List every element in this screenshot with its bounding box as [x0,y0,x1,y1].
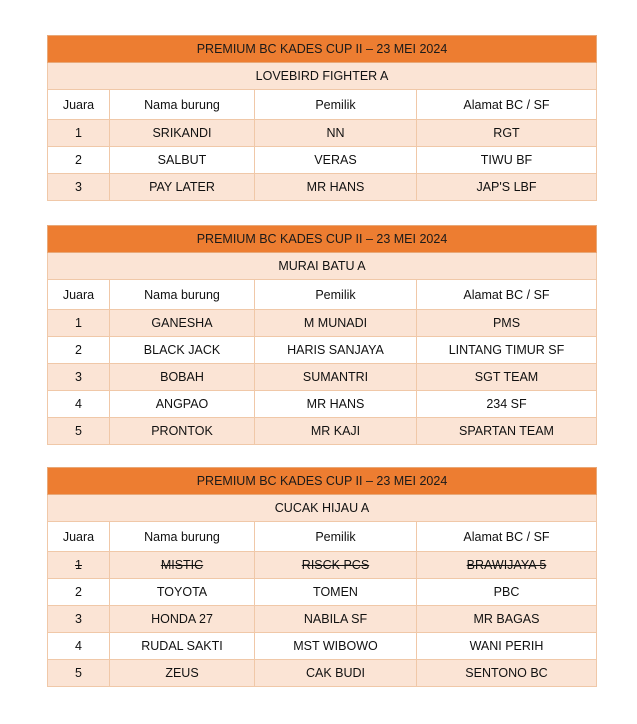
bird-name-cell: PRONTOK [110,418,255,445]
bird-name-cell: SALBUT [110,147,255,174]
rank-cell: 2 [48,579,110,606]
table-row [48,364,597,391]
table-title: PREMIUM BC KADES CUP II – 23 MEI 2024 [48,36,597,63]
rank-cell: 4 [48,633,110,660]
bird-name-cell: BOBAH [110,364,255,391]
address-cell: JAP'S LBF [417,174,597,201]
bird-name-cell: GANESHA [110,310,255,337]
bird-name-cell: BLACK JACK [110,337,255,364]
rank-cell: 3 [48,606,110,633]
col-header-nama-burung: Nama burung [110,90,255,120]
address-cell: RGT [417,120,597,147]
rank-cell: 3 [48,364,110,391]
table-header-row [48,90,597,120]
rank-cell: 1 [48,120,110,147]
address-cell: TIWU BF [417,147,597,174]
col-header-alamat: Alamat BC / SF [417,522,597,552]
table-title: PREMIUM BC KADES CUP II – 23 MEI 2024 [48,468,597,495]
category-label: CUCAK HIJAU A [48,495,597,522]
owner-cell: MST WIBOWO [255,633,417,660]
owner-cell: MR HANS [255,391,417,418]
col-header-juara: Juara [48,522,110,552]
owner-cell: SUMANTRI [255,364,417,391]
address-cell: 234 SF [417,391,597,418]
address-cell: SPARTAN TEAM [417,418,597,445]
address-cell: BRAWIJAYA 5 [417,552,597,579]
bird-name-cell: MISTIC [110,552,255,579]
results-table-lovebird [47,35,597,201]
bird-name-cell: ANGPAO [110,391,255,418]
owner-cell: MR HANS [255,174,417,201]
table-row [48,606,597,633]
col-header-pemilik: Pemilik [255,280,417,310]
table-header-row [48,522,597,552]
bird-name-cell: SRIKANDI [110,120,255,147]
bird-name-cell: TOYOTA [110,579,255,606]
address-cell: SENTONO BC [417,660,597,687]
rank-cell: 1 [48,552,110,579]
table-row [48,120,597,147]
col-header-alamat: Alamat BC / SF [417,90,597,120]
owner-cell: MR KAJI [255,418,417,445]
owner-cell: CAK BUDI [255,660,417,687]
bird-name-cell: PAY LATER [110,174,255,201]
table-row [48,418,597,445]
bird-name-cell: HONDA 27 [110,606,255,633]
address-cell: PBC [417,579,597,606]
rank-cell: 5 [48,660,110,687]
table-row [48,660,597,687]
table-row [48,391,597,418]
col-header-nama-burung: Nama burung [110,522,255,552]
rank-cell: 5 [48,418,110,445]
bird-name-cell: RUDAL SAKTI [110,633,255,660]
owner-cell: HARIS SANJAYA [255,337,417,364]
address-cell: LINTANG TIMUR SF [417,337,597,364]
col-header-juara: Juara [48,90,110,120]
rank-cell: 2 [48,337,110,364]
table-row [48,337,597,364]
results-table-cucak-hijau [47,467,597,687]
owner-cell: NN [255,120,417,147]
owner-cell: TOMEN [255,579,417,606]
table-row [48,174,597,201]
col-header-alamat: Alamat BC / SF [417,280,597,310]
table-row-struck [48,552,597,579]
table-header-row [48,280,597,310]
owner-cell: VERAS [255,147,417,174]
rank-cell: 4 [48,391,110,418]
table-row [48,579,597,606]
table-row [48,147,597,174]
address-cell: MR BAGAS [417,606,597,633]
table-row [48,310,597,337]
category-label: MURAI BATU A [48,253,597,280]
col-header-pemilik: Pemilik [255,90,417,120]
table-row [48,633,597,660]
rank-cell: 3 [48,174,110,201]
owner-cell: NABILA SF [255,606,417,633]
rank-cell: 1 [48,310,110,337]
col-header-nama-burung: Nama burung [110,280,255,310]
results-table-murai-batu [47,225,597,445]
category-label: LOVEBIRD FIGHTER A [48,63,597,90]
table-title: PREMIUM BC KADES CUP II – 23 MEI 2024 [48,226,597,253]
col-header-juara: Juara [48,280,110,310]
owner-cell: RISCK PCS [255,552,417,579]
bird-name-cell: ZEUS [110,660,255,687]
address-cell: SGT TEAM [417,364,597,391]
address-cell: PMS [417,310,597,337]
owner-cell: M MUNADI [255,310,417,337]
rank-cell: 2 [48,147,110,174]
col-header-pemilik: Pemilik [255,522,417,552]
address-cell: WANI PERIH [417,633,597,660]
